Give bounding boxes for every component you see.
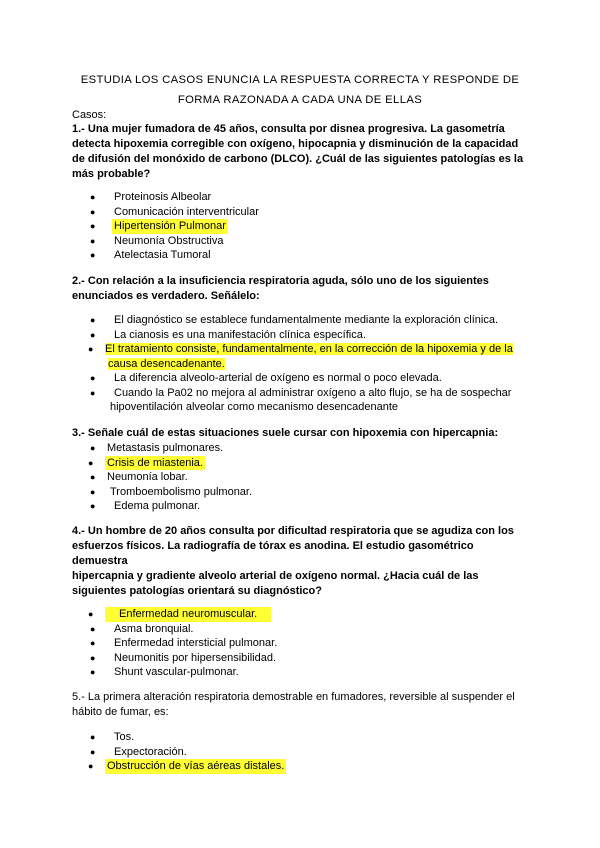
list-item: ● La cianosis es una manifestación clínica específica. <box>90 328 366 341</box>
list-item: ● El diagnóstico se establece fundamentalmente mediante la exploración clínica. <box>90 314 499 326</box>
bullet-icon: ● <box>90 623 96 634</box>
question-1-line: detecta hipoxemia corregible con oxígeno, hipocapnia y disminución de la capacidad <box>72 138 519 150</box>
bullet-icon: ● <box>90 315 96 325</box>
bullet-icon: ● <box>90 638 96 648</box>
bullet-icon: ● <box>90 250 96 260</box>
question-4 <box>72 524 542 599</box>
bullet-icon: ● <box>90 387 96 398</box>
question-5-line: 5.- La primera alteración respiratoria demostrable en fumadores, reversible al suspender el <box>72 691 515 703</box>
list-item: ● Proteinosis Albeolar <box>90 191 212 203</box>
question-1 <box>72 122 542 182</box>
question-4-line: hipercapnia y gradiente alveolo arterial de oxígeno normal. ¿Hacia cuál de las <box>72 570 479 582</box>
bullet-icon: ● <box>90 443 96 453</box>
list-item: ● Tromboembolismo pulmonar. <box>90 485 253 498</box>
question-2 <box>72 274 542 304</box>
question-1-line: 1.- Una mujer fumadora de 45 años, consulta por disnea progresiva. La gasometría <box>72 123 505 135</box>
bullet-icon: ● <box>90 221 96 231</box>
bullet-icon: ● <box>90 329 96 340</box>
question-4-line: demuestra <box>72 555 128 567</box>
bullet-icon: ● <box>90 373 96 383</box>
bullet-icon: ● <box>90 746 96 757</box>
list-item: ● Atelectasia Tumoral <box>90 249 211 261</box>
question-5-line: hábito de fumar, es: <box>72 706 169 718</box>
list-item: ● Neumonía Obstructiva <box>90 234 224 247</box>
question-1-options <box>0 190 600 263</box>
question-2-options <box>0 313 600 415</box>
question-5-options <box>0 730 600 774</box>
bullet-icon: ● <box>90 206 96 217</box>
bullet-icon: ● <box>90 472 96 482</box>
question-3-line: 3.- Señale cuál de estas situaciones suele cursar con hipoxemia con hipercapnia: <box>72 427 499 439</box>
list-item: ● Neumonía lobar. <box>90 471 188 483</box>
bullet-icon: ● <box>90 667 96 677</box>
bullet-icon: ● <box>88 457 94 468</box>
question-4-line: 4.- Un hombre de 20 años consulta por dificultad respiratoria que se agudiza con los <box>72 525 514 537</box>
question-2-line: enunciados es verdadero. Señálelo: <box>72 290 260 302</box>
bullet-icon: ● <box>88 344 94 354</box>
question-2-line: 2.- Con relación a la insuficiencia respiratoria aguda, sólo uno de los siguientes <box>72 275 489 287</box>
question-3-options <box>0 441 600 514</box>
list-item-highlighted: ● Obstrucción de vías aéreas distales. <box>88 760 285 772</box>
question-1-line: de difusión del monóxido de carbono (DLCO). ¿Cuál de las siguientes patologías es la <box>72 153 524 165</box>
list-item: ● Neumonitis por hipersensibilidad. <box>90 651 277 664</box>
bullet-icon: ● <box>90 732 96 742</box>
title-line-1: ESTUDIA LOS CASOS ENUNCIA LA RESPUESTA CORRECTA Y RESPONDE DE <box>80 74 520 86</box>
question-4-line: esfuerzos físicos. La radiografía de tórax es anodina. El estudio gasométrico <box>72 540 474 552</box>
list-item-highlighted: ● Enfermedad neuromuscular. <box>0 607 600 622</box>
list-item: ● Cuando la Pa02 no mejora al administrar oxígeno a alto flujo, se ha de sospechar hipoventilación alveolar como mecanismo desencadenante <box>90 386 512 413</box>
question-5 <box>72 690 542 720</box>
bullet-icon: ● <box>90 486 96 497</box>
question-3 <box>72 426 542 441</box>
list-item: ● Tos. <box>90 731 135 743</box>
list-item-highlighted: ● Hipertensión Pulmonar <box>90 220 226 232</box>
title-line-2: FORMA RAZONADA A CADA UNA DE ELLAS <box>177 94 423 106</box>
casos-label: Casos: <box>72 109 107 121</box>
list-item: ● Metastasis pulmonares. <box>90 442 224 454</box>
question-4-line: siguientes patologías orientará su diagnóstico? <box>72 585 322 597</box>
list-item: ● Expectoración. <box>90 745 187 758</box>
page-title <box>40 70 560 110</box>
question-1-line: más probable? <box>72 168 151 180</box>
bullet-icon: ● <box>88 609 94 619</box>
list-item: ● Enfermedad intersticial pulmonar. <box>90 637 278 649</box>
list-item: ● Asma bronquial. <box>90 622 194 635</box>
list-item: ● Edema pulmonar. <box>90 500 201 512</box>
question-4-options <box>0 607 600 680</box>
list-item: ● Comunicación interventricular <box>90 205 259 218</box>
list-item-highlighted: ● El tratamiento consiste, fundamentalmente, en la corrección de la hipoxemia y de la causa desencadenante. <box>88 343 513 370</box>
bullet-icon: ● <box>88 761 94 771</box>
bullet-icon: ● <box>90 235 96 246</box>
list-item: ● Shunt vascular-pulmonar. <box>90 666 239 678</box>
list-item: ● La diferencia alveolo-arterial de oxígeno es normal o poco elevada. <box>90 372 442 384</box>
bullet-icon: ● <box>90 501 96 511</box>
list-item-highlighted: ● Crisis de miastenia. <box>88 456 203 469</box>
bullet-icon: ● <box>90 192 96 202</box>
bullet-icon: ● <box>90 652 96 663</box>
